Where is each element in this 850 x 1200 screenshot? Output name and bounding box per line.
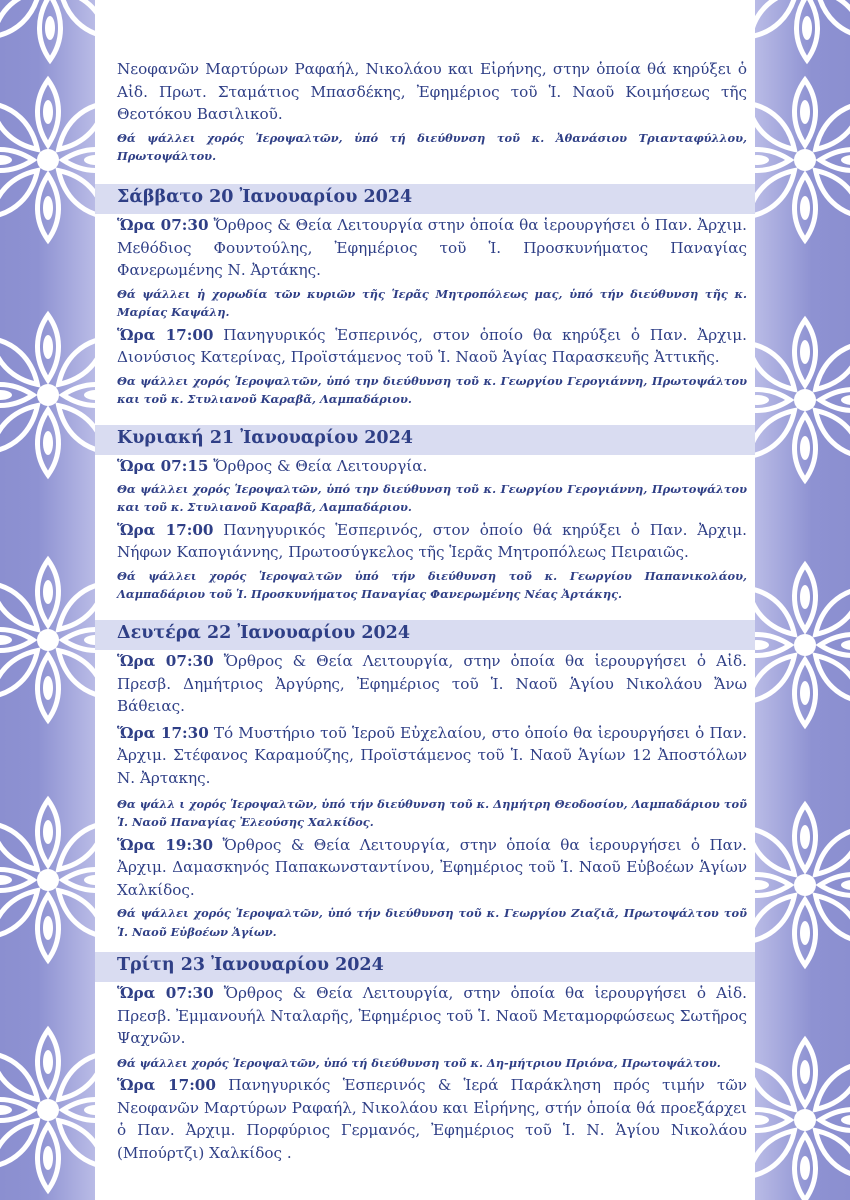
service-text: Πανηγυρικός Ἑσπερινός, στον ὁποίο θά κηρύξει ὁ Παν. Ἀρχιμ. Νήφων Καπογιάννης, Πρωτοσύγκελος τῆς Ἱερᾶς Μητροπόλεως Πειραιῶς.: [117, 520, 747, 562]
day-block-sunday: [117, 455, 747, 604]
day-block-monday: [117, 650, 747, 941]
left-decorative-border: [0, 0, 95, 1200]
service-time: Ὥρα 17:00: [117, 1076, 216, 1095]
service-entry: [117, 519, 747, 564]
service-entry: [117, 214, 747, 282]
service-text: Ὄρθρος & Θεία Λειτουργία, στην ὁποία θα ἱερουργήσει ὁ Παν. Ἀρχιμ. Δαμασκηνός Παπακωνσταντίνου, Ἐφημέριος τοῦ Ἱ. Ναοῦ Εὐβοέων Ἁγίων Χαλκίδος.: [117, 835, 748, 899]
day-heading-text: Κυριακή 21 Ἰανουαρίου 2024: [117, 428, 413, 448]
service-time: Ὥρα 17:30: [117, 723, 209, 742]
service-time: Ὥρα 17:00: [117, 520, 214, 539]
choir-note: Θά ψάλλει χορός Ἱεροψαλτῶν, ὑπό τήν διεύθυνση τοῦ κ. Γεωργίου Ζιαζιᾶ, Πρωτοψάλτου τοῦ Ἱ. Ναοῦ Εὐβοέων Ἁγίων.: [117, 906, 747, 939]
choir-note: Θα ψάλλει χορός Ἱεροψαλτῶν, ὑπό την διεύθυνση τοῦ κ. Γεωργίου Γερογιάννη, Πρωτοψάλτου και τοῦ κ. Στυλιανοῦ Καραβᾶ, Λαμπαδάριου.: [117, 481, 747, 515]
day-heading-tuesday: [95, 952, 755, 982]
service-time: Ὥρα 17:00: [117, 325, 214, 344]
service-text: Ὄρθρος & Θεία Λειτουργία, στην ὁποία θα ἱερουργήσει ὁ Αἰδ. Πρεσβ. Δημήτριος Ἀργύρης, Ἐφημέριος τοῦ Ἱ. Ναοῦ Ἁγίου Νικολάου Ἄνω Βάθειας.: [117, 652, 747, 716]
service-time: Ὥρα 19:30: [117, 835, 214, 854]
day-heading-saturday: [95, 184, 755, 214]
service-entry: [117, 834, 747, 902]
day-heading-text: Σάββατο 20 Ἰανουαρίου 2024: [117, 187, 413, 207]
choir-note: Θα ψάλλ ι χορός Ἱεροψαλτῶν, ὑπό τήν διεύθυνση τοῦ κ. Δημήτρη Θεοδοσίου, Λαμπαδάριου τοῦ Ἱ. Ναοῦ Παναγίας Ἐλεούσης Χαλκίδος.: [117, 796, 747, 830]
service-time: Ὥρα 07:30: [117, 984, 214, 1002]
day-block-tuesday: [117, 982, 747, 1165]
choir-note: Θά ψάλλει ἡ χορωδία τῶν κυριῶν τῆς Ἱερᾶς Μητροπόλεως μας, ὑπό τήν διεύθυνση τῆς κ. Μαρίας Καψάλη.: [117, 286, 747, 320]
service-entry: [117, 982, 747, 1050]
intro-block: [117, 58, 747, 166]
choir-note: Θα ψάλλει χορός Ἱεροψαλτῶν, ὑπό την διεύθυνση τοῦ κ. Γεωργίου Γερογιάννη, Πρωτοψάλτου και τοῦ κ. Στυλιανοῦ Καραβᾶ, Λαμπαδάριου.: [117, 373, 747, 407]
choir-note: Θά ψάλλει χορός Ἱεροψαλτῶν, ὑπό τή διεύθυνση τοῦ κ. Δη-μήτριου Πριόνα, Πρωτοψάλτου.: [117, 1055, 721, 1070]
day-heading-monday: [95, 620, 755, 650]
service-text: Τό Μυστήριο τοῦ Ἱεροῦ Εὐχελαίου, στο ὁποίο θα ἱερουργήσει ὁ Παν. Ἀρχιμ. Στέφανος Καραμούζης, Προϊστάμενος τοῦ Ἱ. Ναοῦ Ἁγίων 12 Ἀποστόλων Ν. Ἀρτακης.: [117, 723, 748, 787]
service-text: Ὄρθρος & Θεία Λειτουργία.: [208, 457, 428, 475]
flower-pattern-icon: [755, 0, 850, 1200]
day-heading-sunday: [95, 425, 755, 455]
service-entry: [117, 1074, 747, 1164]
day-heading-text: Δευτέρα 22 Ἰανουαρίου 2024: [117, 623, 411, 643]
intro-choir: Θά ψάλλει χορός Ἱεροψαλτῶν, ὑπό τή διεύθυνση τοῦ κ. Ἀθανάσιου Τριανταφύλλου, Πρωτοψάλτου.: [117, 130, 747, 164]
right-decorative-border: [755, 0, 850, 1200]
service-entry: [117, 722, 747, 790]
service-entry: [117, 650, 747, 718]
service-text: Ὄρθρος & Θεία Λειτουργία στην ὁποία θα ἱερουργήσει ὁ Παν. Ἀρχιμ. Μεθόδιος Φουντούλης, Ἐφημέριος τοῦ Ἱ. Προσκυνήματος Παναγίας Φανερωμένης Ν. Ἀρτάκης.: [117, 216, 748, 280]
service-entry: [117, 455, 747, 478]
service-text: Πανηγυρικός Ἑσπερινός & Ἱερά Παράκληση πρός τιμήν τῶν Νεοφανῶν Μαρτύρων Ραφαήλ, Νικολάου και Εἰρήνης, στήν ὁποία θά προεξάρχει ὁ Παν. Ἀρχιμ. Πορφύριος Γερμανός, Ἐφημέριος τοῦ Ἱ. Ν. Ἁγίου Νικολάου (Μπούρτζι) Χαλκίδος .: [117, 1076, 748, 1163]
day-block-saturday: [117, 214, 747, 409]
service-text: Πανηγυρικός Ἑσπερινός, στον ὁποίο θα κηρύξει ὁ Παν. Ἀρχιμ. Διονύσιος Κατερίνας, Προϊστάμενος τοῦ Ἱ. Ναοῦ Ἁγίας Παρασκευῆς Ἀττικῆς.: [117, 325, 747, 367]
flower-pattern-icon: [0, 0, 95, 1200]
service-time: Ὥρα 07:30: [117, 216, 209, 234]
intro-text: Νεοφανῶν Μαρτύρων Ραφαήλ, Νικολάου και Εἰρήνης, στην ὁποία θά κηρύξει ὁ Αἰδ. Πρωτ. Σταμάτιος Μπασδέκης, Ἐφημέριος τοῦ Ἱ. Ναοῦ Κοιμήσεως τῆς Θεοτόκου Βασιλικοῦ.: [117, 60, 747, 124]
service-time: Ὥρα 07:30: [117, 652, 214, 670]
service-text: Ὄρθρος & Θεία Λειτουργία, στην ὁποία θα ἱερουργήσει ὁ Αἰδ. Πρεσβ. Ἐμμανουήλ Νταλαρῆς, Ἐφημέριος τοῦ Ἱ. Ναοῦ Μεταμορφώσεως Σωτῆρος Ψαχνῶν.: [117, 984, 747, 1048]
service-entry: [117, 324, 747, 369]
choir-note: Θά ψάλλει χορός Ἱεροψαλτῶν ὑπό τήν διεύθυνση τοῦ κ. Γεωργίου Παπανικολάου, Λαμπαδάριου τοῦ Ἱ. Προσκυνήματος Παναγίας Φανερωμένης Νέας Ἀρτάκης.: [117, 568, 747, 602]
service-time: Ὥρα 07:15: [117, 457, 209, 475]
day-heading-text: Τρίτη 23 Ἰανουαρίου 2024: [117, 955, 384, 975]
schedule-page: [95, 0, 755, 1200]
